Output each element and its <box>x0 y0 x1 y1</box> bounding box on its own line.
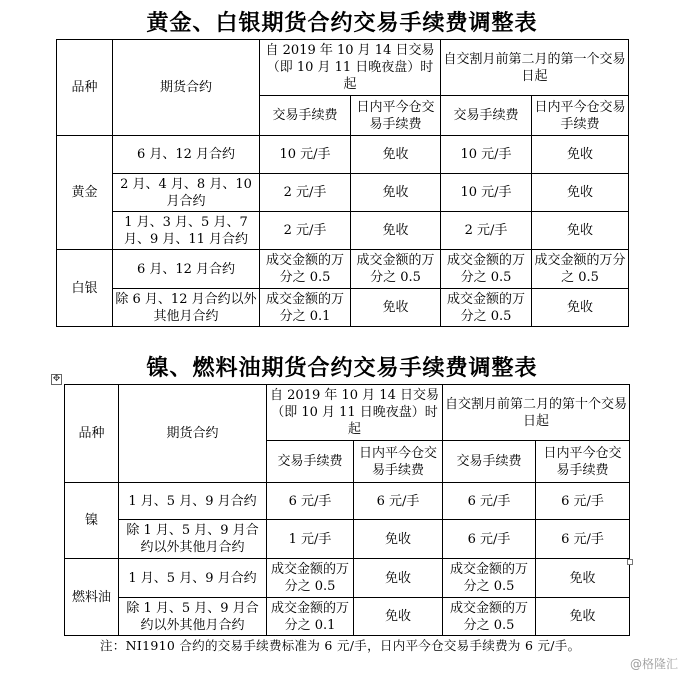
header-variety: 品种 <box>65 385 119 483</box>
header-intraday-fee: 日内平今仓交易手续费 <box>351 96 441 136</box>
variety-cell: 黄金 <box>57 136 113 250</box>
intraday-fee-cell: 免收 <box>532 212 629 250</box>
fee-cell: 10 元/手 <box>260 136 351 174</box>
fee-cell: 10 元/手 <box>441 174 532 212</box>
intraday-fee-cell: 6 元/手 <box>354 483 443 520</box>
header-fee: 交易手续费 <box>267 441 354 483</box>
table-row <box>65 483 630 520</box>
intraday-fee-cell: 免收 <box>351 174 441 212</box>
fee-cell: 成交金额的万分之 0.5 <box>443 598 536 636</box>
table-row <box>65 598 630 636</box>
table-row <box>57 289 629 327</box>
fee-cell: 成交金额的万分之 0.1 <box>267 598 354 636</box>
table-row <box>57 250 629 289</box>
intraday-fee-cell: 免收 <box>532 136 629 174</box>
variety-cell: 燃料油 <box>65 559 119 636</box>
table2-title: 镍、燃料油期货合约交易手续费调整表 <box>146 356 538 381</box>
header-contract: 期货合约 <box>119 385 267 483</box>
table1-title: 黄金、白银期货合约交易手续费调整表 <box>146 11 538 36</box>
variety-cell: 镍 <box>65 483 119 559</box>
table-row <box>65 520 630 559</box>
header-fee: 交易手续费 <box>443 441 536 483</box>
variety-cell: 白银 <box>57 250 113 327</box>
contract-cell: 1 月、5 月、9 月合约 <box>119 559 267 598</box>
header-intraday-fee: 日内平今仓交易手续费 <box>532 96 629 136</box>
header-fee: 交易手续费 <box>260 96 351 136</box>
contract-cell: 1 月、5 月、9 月合约 <box>119 483 267 520</box>
intraday-fee-cell: 6 元/手 <box>536 483 630 520</box>
header-period1: 自 2019 年 10 月 14 日交易（即 10 月 11 日晚夜盘）时起 <box>260 40 441 96</box>
intraday-fee-cell: 成交金额的万分之 0.5 <box>351 250 441 289</box>
fee-cell: 2 元/手 <box>441 212 532 250</box>
fee-cell: 1 元/手 <box>267 520 354 559</box>
table-row <box>57 212 629 250</box>
header-period2: 自交割月前第二月的第十个交易日起 <box>443 385 630 441</box>
contract-cell: 1 月、3 月、5 月、7 月、9 月、11 月合约 <box>113 212 260 250</box>
intraday-fee-cell: 6 元/手 <box>536 520 630 559</box>
fee-cell: 成交金额的万分之 0.5 <box>441 250 532 289</box>
intraday-fee-cell: 免收 <box>351 289 441 327</box>
fee-cell: 成交金额的万分之 0.1 <box>260 289 351 327</box>
table-row <box>57 136 629 174</box>
fee-cell: 10 元/手 <box>441 136 532 174</box>
footnote: 注：NI1910 合约的交易手续费标准为 6 元/手，日内平今仓交易手续费为 6 元/手。 <box>100 638 581 653</box>
header-fee: 交易手续费 <box>441 96 532 136</box>
intraday-fee-cell: 成交金额的万分之 0.5 <box>532 250 629 289</box>
fee-cell: 6 元/手 <box>443 483 536 520</box>
table2 <box>64 384 630 636</box>
table-row <box>57 174 629 212</box>
contract-cell: 除 1 月、5 月、9 月合约以外其他月合约 <box>119 520 267 559</box>
fee-cell: 成交金额的万分之 0.5 <box>443 559 536 598</box>
header-period2: 自交割月前第二月的第一个交易日起 <box>441 40 629 96</box>
header-variety: 品种 <box>57 40 113 136</box>
contract-cell: 除 1 月、5 月、9 月合约以外其他月合约 <box>119 598 267 636</box>
watermark: @格隆汇 <box>629 657 678 671</box>
fee-cell: 成交金额的万分之 0.5 <box>260 250 351 289</box>
intraday-fee-cell: 免收 <box>532 174 629 212</box>
header-intraday-fee: 日内平今仓交易手续费 <box>354 441 443 483</box>
resize-handle-icon[interactable] <box>627 559 633 565</box>
header-contract: 期货合约 <box>113 40 260 136</box>
fee-cell: 2 元/手 <box>260 212 351 250</box>
table1 <box>56 39 629 327</box>
fee-cell: 6 元/手 <box>267 483 354 520</box>
intraday-fee-cell: 免收 <box>354 598 443 636</box>
contract-cell: 除 6 月、12 月合约以外其他月合约 <box>113 289 260 327</box>
move-anchor-icon[interactable]: ✥ <box>52 374 61 384</box>
intraday-fee-cell: 免收 <box>536 598 630 636</box>
intraday-fee-cell: 免收 <box>536 559 630 598</box>
fee-cell: 6 元/手 <box>443 520 536 559</box>
fee-cell: 成交金额的万分之 0.5 <box>441 289 532 327</box>
table-row <box>65 559 630 598</box>
intraday-fee-cell: 免收 <box>351 212 441 250</box>
fee-cell: 成交金额的万分之 0.5 <box>267 559 354 598</box>
contract-cell: 6 月、12 月合约 <box>113 136 260 174</box>
header-period1: 自 2019 年 10 月 14 日交易（即 10 月 11 日晚夜盘）时起 <box>267 385 443 441</box>
intraday-fee-cell: 免收 <box>532 289 629 327</box>
intraday-fee-cell: 免收 <box>354 559 443 598</box>
intraday-fee-cell: 免收 <box>354 520 443 559</box>
intraday-fee-cell: 免收 <box>351 136 441 174</box>
fee-cell: 2 元/手 <box>260 174 351 212</box>
contract-cell: 2 月、4 月、8 月、10 月合约 <box>113 174 260 212</box>
header-intraday-fee: 日内平今仓交易手续费 <box>536 441 630 483</box>
contract-cell: 6 月、12 月合约 <box>113 250 260 289</box>
